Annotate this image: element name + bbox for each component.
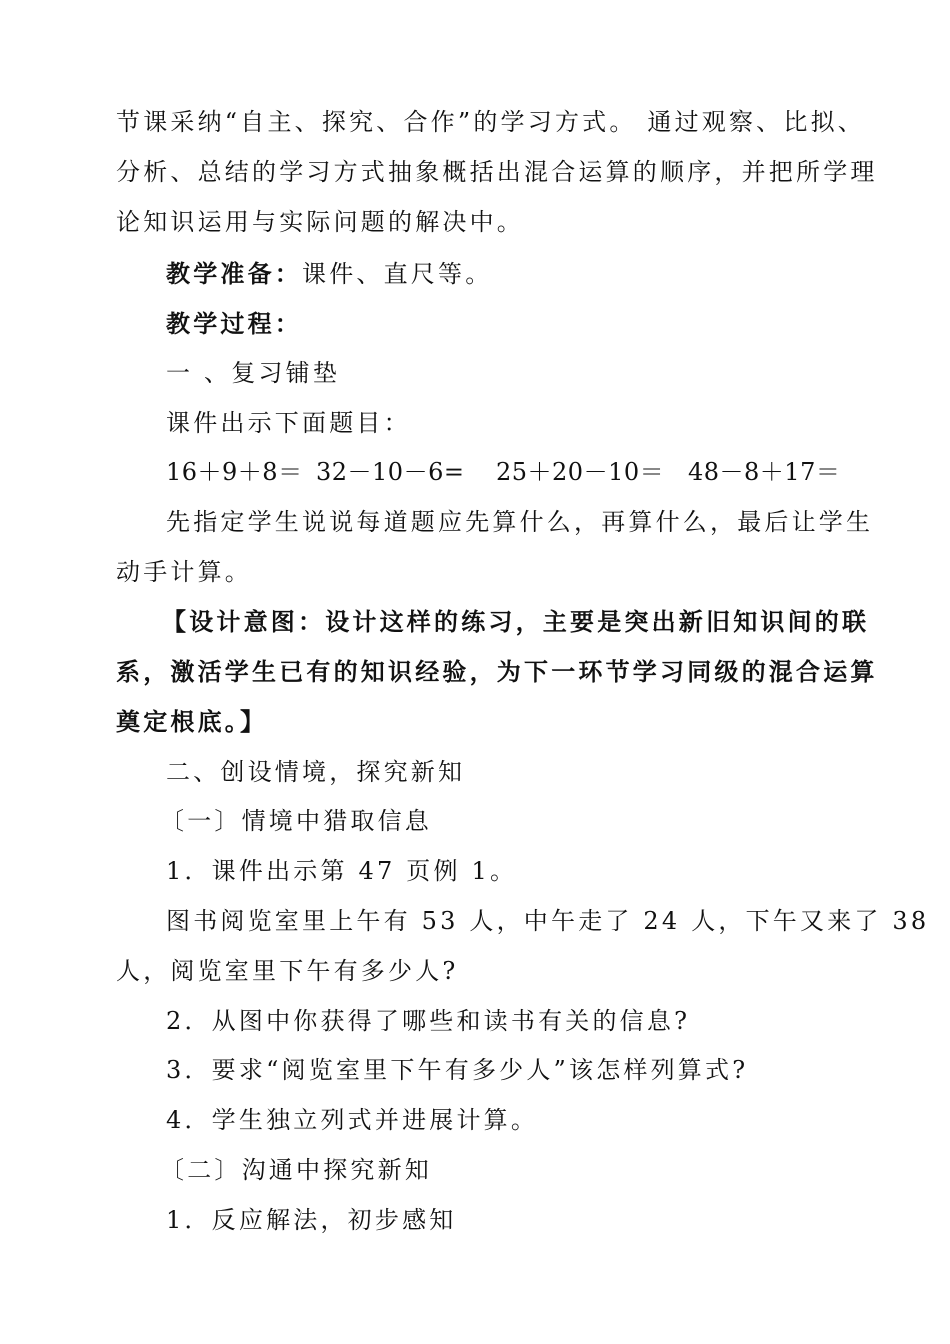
section-intro: 课件出示下面题目： <box>166 409 411 437</box>
paragraph-line: 动手计算。 <box>116 558 252 586</box>
list-item: 1．课件出示第 47 页例 1。 <box>166 857 518 885</box>
subsection-heading: 〔二〕沟通中探究新知 <box>160 1156 432 1184</box>
list-item: 1．反应解法，初步感知 <box>166 1206 457 1234</box>
teaching-prep-label: 教学准备： <box>166 259 302 288</box>
list-item: 3．要求“阅览室里下午有多少人”该怎样列算式? <box>166 1056 749 1084</box>
subsection-heading: 〔一〕情境中猎取信息 <box>160 807 432 835</box>
design-intent-line: 系，激活学生已有的知识经验，为下一环节学习同级的混合运算 <box>116 657 878 686</box>
paragraph-line: 论知识运用与实际问题的解决中。 <box>116 208 524 236</box>
list-item: 2．从图中你获得了哪些和读书有关的信息? <box>166 1007 691 1035</box>
teaching-prep-text: 课件、直尺等。 <box>302 260 493 288</box>
paragraph-line: 分析、总结的学习方式抽象概括出混合运算的顺序，并把所学理 <box>116 158 878 186</box>
design-intent-line: 奠定根底。】 <box>116 707 268 736</box>
equation: 32－10－6= <box>316 458 465 486</box>
design-intent-line: 【设计意图：设计这样的练习，主要是突出新旧知识间的联 <box>162 607 870 636</box>
equation: 48－8＋17＝ <box>688 458 841 486</box>
paragraph-line: 图书阅览室里上午有 53 人，中午走了 24 人，下午又来了 38 <box>166 907 930 935</box>
section-heading: 二、创设情境，探究新知 <box>166 758 466 786</box>
paragraph-line: 节课采纳“自主、探究、合作”的学习方式。 通过观察、比拟、 <box>116 108 865 136</box>
teaching-prep <box>166 259 492 289</box>
list-item: 4．学生独立列式并进展计算。 <box>166 1106 539 1134</box>
paragraph-line: 先指定学生说说每道题应先算什么，再算什么，最后让学生 <box>166 508 874 536</box>
section-heading: 一 、复习铺垫 <box>166 359 341 387</box>
paragraph-line: 人，阅览室里下午有多少人? <box>116 957 459 985</box>
equation: 25＋20－10＝ <box>496 458 665 486</box>
equation: 16＋9＋8＝ <box>166 458 303 486</box>
teaching-process-label: 教学过程： <box>166 309 302 338</box>
